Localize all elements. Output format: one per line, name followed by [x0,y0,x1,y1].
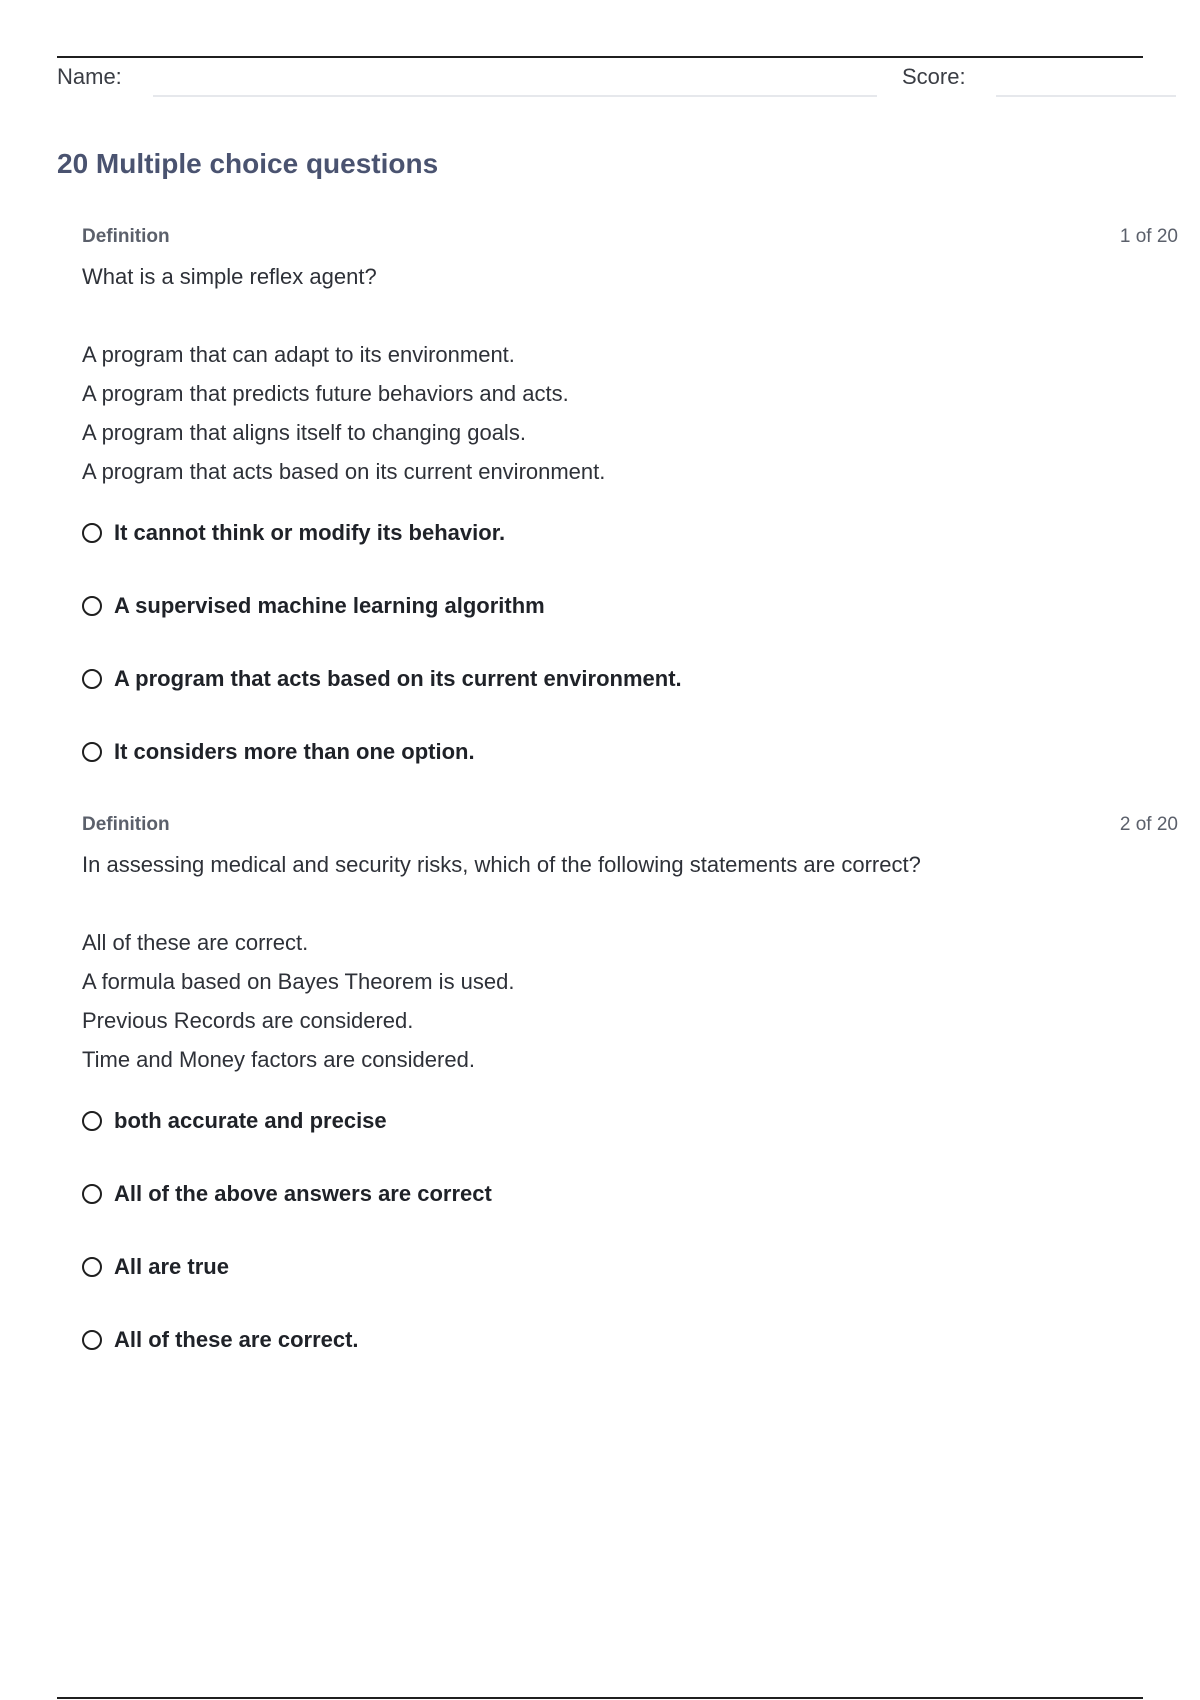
statement-item: A program that predicts future behaviors and acts. [82,381,569,406]
answer-option[interactable] [82,1327,359,1353]
statement-item: All of these are correct. [82,930,309,955]
answer-option-label: All of these are correct. [114,1327,359,1352]
question-kind: Definition [82,226,170,247]
radio-circle-icon[interactable] [82,1184,102,1204]
question-kind: Definition [82,814,170,835]
statement-item: A formula based on Bayes Theorem is used. [82,969,515,994]
statement-item: Previous Records are considered. [82,1008,414,1033]
question-counter: 2 of 20 [1119,814,1178,835]
answer-option-label: A supervised machine learning algorithm [114,593,545,618]
radio-circle-icon[interactable] [82,523,102,543]
radio-circle-icon[interactable] [82,1257,102,1277]
radio-circle-icon[interactable] [82,1330,102,1350]
answer-option[interactable] [82,666,682,692]
answer-option[interactable] [82,593,545,619]
answer-option[interactable] [82,1254,229,1280]
answer-option[interactable] [82,739,475,765]
statement-item: A program that acts based on its current environment. [82,459,606,484]
score-field[interactable] [996,95,1176,97]
question-prompt: In assessing medical and security risks, which of the following statements are correct? [82,852,921,877]
score-label: Score: [902,64,966,89]
bottom-rule [57,1697,1143,1699]
name-field[interactable] [153,95,877,97]
answer-option-label: A program that acts based on its current environment. [114,666,682,691]
section-title: 20 Multiple choice questions [57,148,439,179]
answer-option[interactable] [82,1181,492,1207]
question-prompt: What is a simple reflex agent? [82,264,377,289]
statement-item: A program that can adapt to its environment. [82,342,515,367]
answer-option-label: All are true [114,1254,229,1279]
answer-option-label: both accurate and precise [114,1108,387,1133]
answer-option-label: All of the above answers are correct [114,1181,492,1206]
answer-option[interactable] [82,1108,387,1134]
answer-option-label: It considers more than one option. [114,739,475,764]
top-rule [57,56,1143,58]
name-label: Name: [57,64,122,89]
radio-circle-icon[interactable] [82,1111,102,1131]
radio-circle-icon[interactable] [82,596,102,616]
question-counter: 1 of 20 [1119,226,1178,247]
answer-option[interactable] [82,520,505,546]
answer-option-label: It cannot think or modify its behavior. [114,520,506,545]
statement-item: Time and Money factors are considered. [82,1047,475,1072]
radio-circle-icon[interactable] [82,742,102,762]
radio-circle-icon[interactable] [82,669,102,689]
statement-item: A program that aligns itself to changing goals. [82,420,526,445]
